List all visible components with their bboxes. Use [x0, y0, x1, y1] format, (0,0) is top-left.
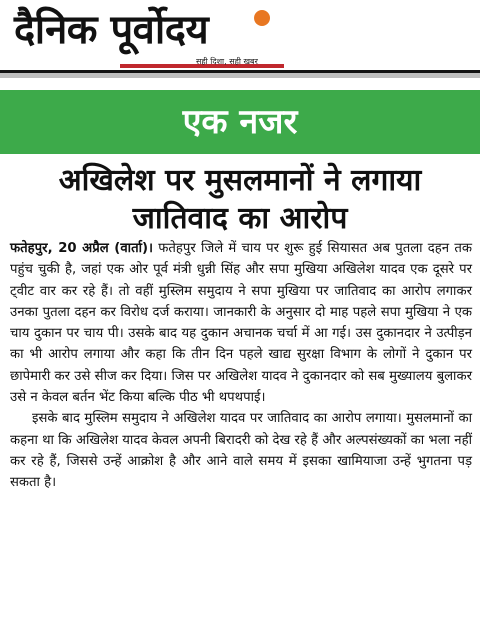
article-paragraph-1 [10, 238, 472, 408]
section-band [0, 90, 480, 154]
masthead [0, 0, 480, 82]
masthead-tagline: सही दिशा, सही खबर [196, 57, 258, 66]
article-paragraph-1-text: फतेहपुर जिले में चाय पर शुरू हुई सियासत अब पुतला दहन तक पहुंच चुकी है, जहां एक ओर पूर्व मंत्री धुन्नी सिंह और सपा मुखिया अखिलेश यादव एक दूसरे पर ट्वीट वार कर रहे हैं। तो वहीं मुस्लिम समुदाय ने सपा मुखिया पर जातिवाद का आरोप लगाकर उनका पुतला दहन कर विरोध दर्ज कराया। जानकारी के अनुसार दो माह पहले सपा मुखिया ने एक चाय दुकान पर चाय पी। उसके बाद यह दुकान अचानक चर्चा में आ गई। उस दुकानदार ने उत्पीड़न का भी आरोप लगाया और कहा कि तीन दिन पहले खाद्य सुरक्षा विभाग के लोगों ने दुकान पर छापेमारी कर उसे सीज कर दिया। जिस पर अखिलेश यादव ने दुकानदार को सब मुख्यालय बुलाकर उसे न केवल बर्तन भेंट किया बल्कि पीठ भी थपथपाई। [10, 241, 472, 406]
article-dateline: फतेहपुर, 20 अप्रैल (वार्ता)। [10, 241, 154, 256]
section-title: एक नजर [182, 102, 298, 142]
article-headline: अखिलेश पर मुसलमानों ने लगाया जातिवाद का आरोप [58, 163, 422, 236]
masthead-shadow-rule [0, 73, 480, 78]
logo-sun-icon [254, 10, 270, 26]
article-paragraph-2: इसके बाद मुस्लिम समुदाय ने अखिलेश यादव पर जातिवाद का आरोप लगाया। मुसलमानों का कहना था कि अखिलेश यादव केवल अपनी बिरादरी को देख रहे हैं और अल्पसंख्यकों का भला नहीं कर रहे हैं, जिससे उन्हें आक्रोश है और आने वाले समय में इसका खामियाजा उन्हें भुगतना पड़ सकता है। [10, 411, 472, 491]
article-body [10, 238, 472, 494]
newspaper-logo: दैनिक पूर्वोदय [14, 7, 209, 53]
